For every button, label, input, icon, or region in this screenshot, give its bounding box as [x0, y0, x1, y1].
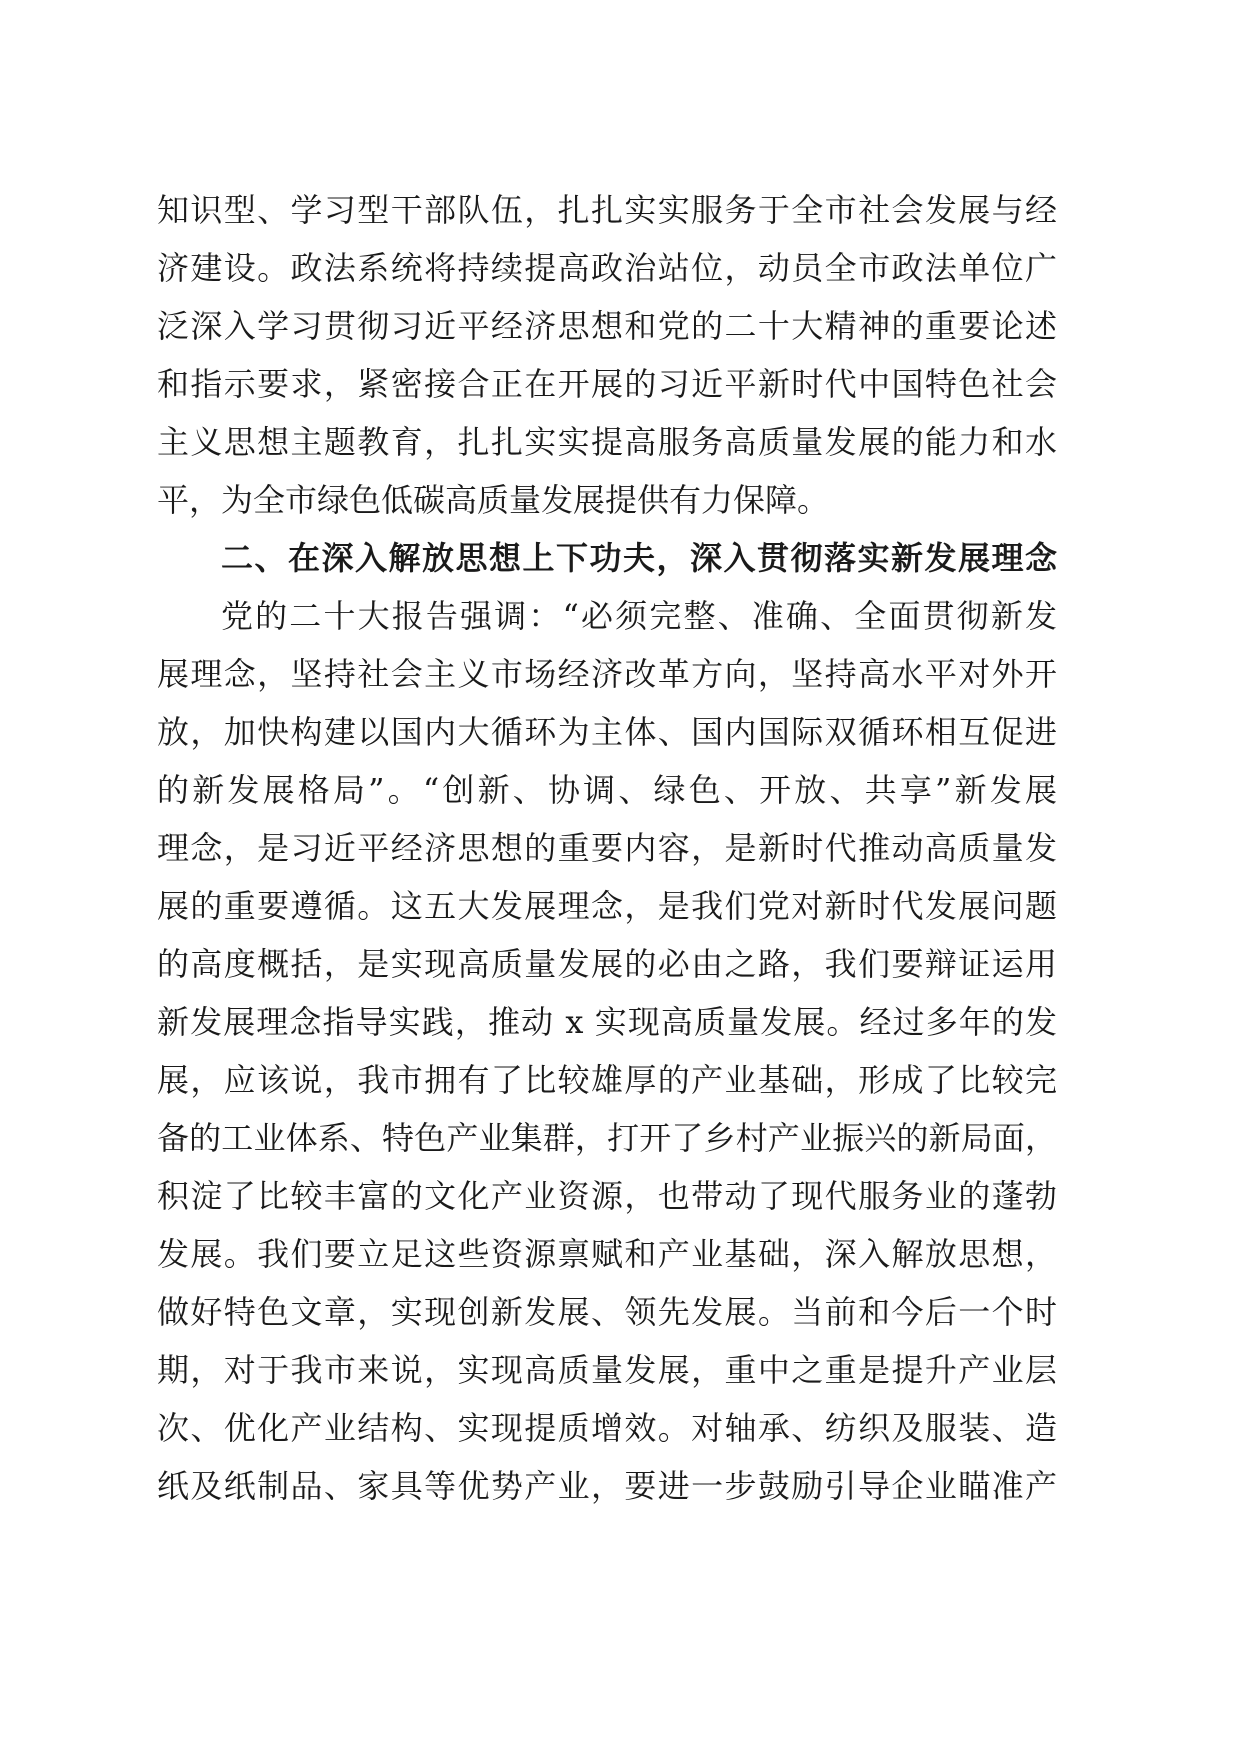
body-line-12: 发展。我们要立足这些资源禀赋和产业基础，深入解放思想，: [157, 1235, 1057, 1273]
paragraph-1-line-5: 主义思想主题教育，扎扎实实提高服务高质量发展的能力和水: [157, 423, 1057, 461]
body-line-9: 展，应该说，我市拥有了比较雄厚的产业基础，形成了比较完: [157, 1061, 1057, 1099]
body-line-11: 积淀了比较丰富的文化产业资源，也带动了现代服务业的蓬勃: [157, 1177, 1057, 1215]
body-line-16: 纸及纸制品、家具等优势产业，要进一步鼓励引导企业瞄准产: [157, 1467, 1057, 1505]
body-line-13: 做好特色文章，实现创新发展、领先发展。当前和今后一个时: [157, 1293, 1057, 1331]
body-line-4: 的新发展格局”。“创新、协调、绿色、开放、共享”新发展: [157, 771, 1057, 809]
body-line-5: 理念，是习近平经济思想的重要内容，是新时代推动高质量发: [157, 829, 1057, 867]
body-line-8: 新发展理念指导实践，推动 x 实现高质量发展。经过多年的发: [157, 1003, 1057, 1041]
body-line-15: 次、优化产业结构、实现提质增效。对轴承、纺织及服装、造: [157, 1409, 1057, 1447]
body-line-14: 期，对于我市来说，实现高质量发展，重中之重是提升产业层: [157, 1351, 1057, 1389]
paragraph-1-line-1: 知识型、学习型干部队伍，扎扎实实服务于全市社会发展与经: [157, 191, 1057, 229]
body-line-2: 展理念，坚持社会主义市场经济改革方向，坚持高水平对外开: [157, 655, 1057, 693]
paragraph-1-line-6: 平，为全市绿色低碳高质量发展提供有力保障。: [157, 481, 830, 519]
section-heading: 二、在深入解放思想上下功夫，深入贯彻落实新发展理念: [221, 539, 1057, 577]
body-line-6: 展的重要遵循。这五大发展理念，是我们党对新时代发展问题: [157, 887, 1057, 925]
paragraph-1-line-3: 泛深入学习贯彻习近平经济思想和党的二十大精神的重要论述: [157, 307, 1057, 345]
body-line-1: 党的二十大报告强调：“必须完整、准确、全面贯彻新发: [221, 597, 1057, 635]
paragraph-1-line-2: 济建设。政法系统将持续提高政治站位，动员全市政法单位广: [157, 249, 1057, 287]
body-line-7: 的高度概括，是实现高质量发展的必由之路，我们要辩证运用: [157, 945, 1057, 983]
paragraph-1-line-4: 和指示要求，紧密接合正在开展的习近平新时代中国特色社会: [157, 365, 1057, 403]
body-line-3: 放，加快构建以国内大循环为主体、国内国际双循环相互促进: [157, 713, 1057, 751]
body-line-10: 备的工业体系、特色产业集群，打开了乡村产业振兴的新局面，: [157, 1119, 1057, 1157]
